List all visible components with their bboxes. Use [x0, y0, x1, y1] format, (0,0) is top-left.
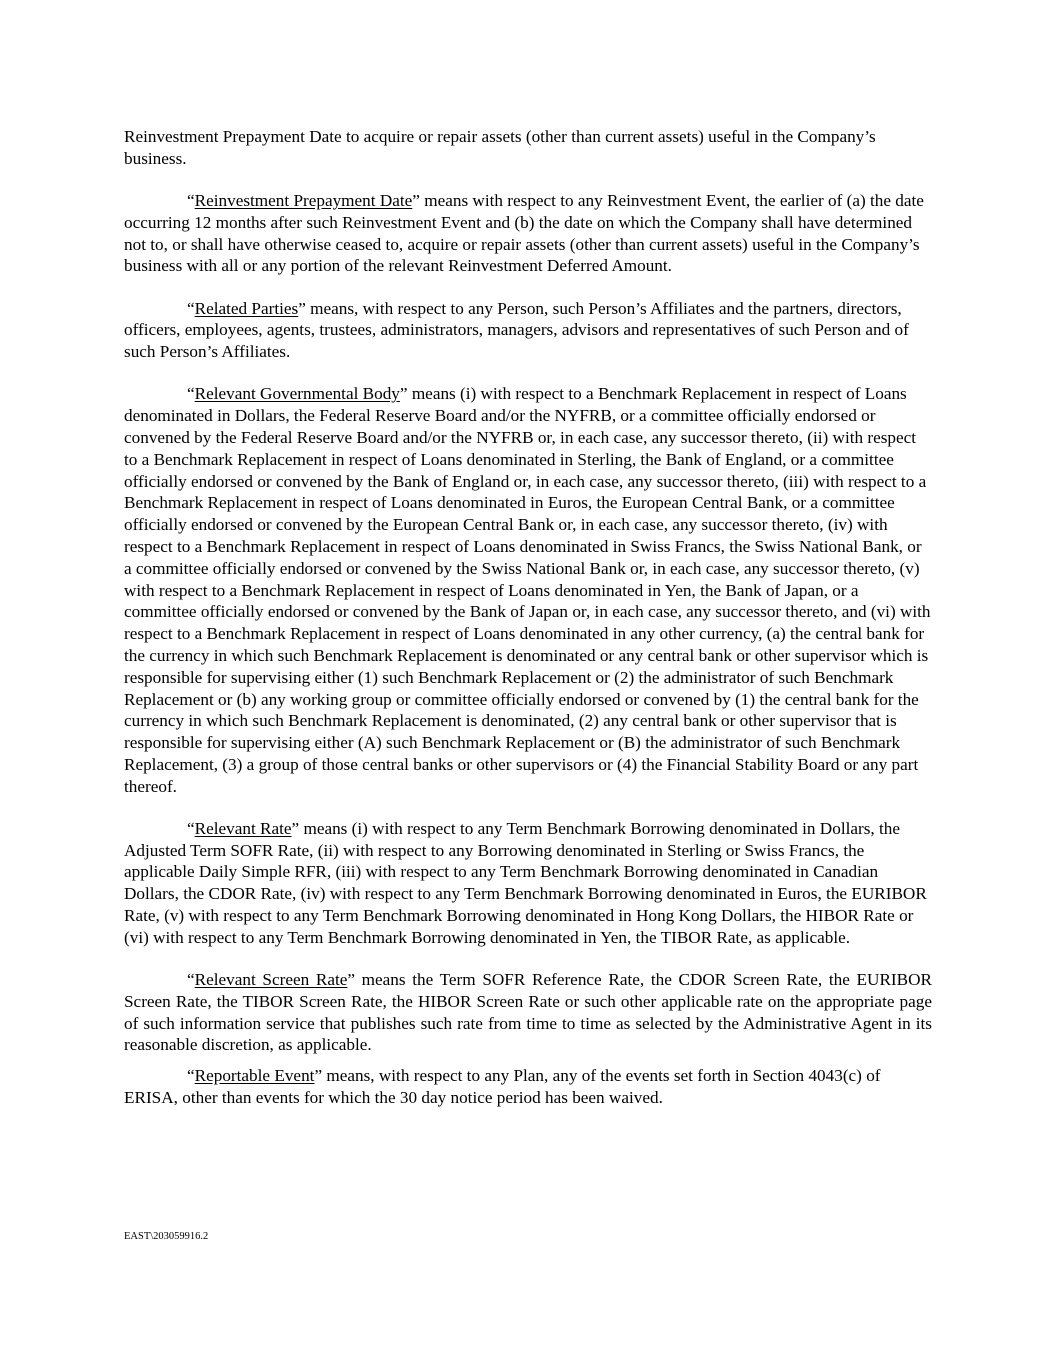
definition-text: ” means with respect to any Reinvestment Event, the earlier of (a) the date occurring 12 months after such Reinvestment Event and (b) the date on which the Company shall have determined not to, or shall have otherwise ceased to, acquire or repair assets (other than current assets) useful in the Company’s business with all or any portion of the relevant Reinvestment Deferred Amount.: [124, 190, 924, 276]
definition-relevant-screen-rate: [124, 969, 932, 1056]
continuation-paragraph: Reinvestment Prepayment Date to acquire or repair assets (other than current assets) useful in the Company’s business.: [124, 127, 876, 168]
definition-text: ” means (i) with respect to a Benchmark Replacement in respect of Loans denominated in Dollars, the Federal Reserve Board and/or the NYFRB, or a committee officially endorsed or convened by the Federal Reserve Board and/or the NYFRB or, in each case, any successor thereto, (ii) with respect to a Benchmark Replacement in respect of Loans denominated in Sterling, the Bank of England, or a committee officially endorsed or convened by the Bank of England or, in each case, any successor thereto, (iii) with respect to a Benchmark Replacement in respect of Loans denominated in Euros, the European Central Bank, or a committee officially endorsed or convened by the European Central Bank or, in each case, any successor thereto, (iv) with respect to a Benchmark Replacement in respect of Loans denominated in Swiss Francs, the Swiss National Bank, or a committee officially endorsed or convened by the Swiss National Bank or, in each case, any successor thereto, (v) with respect to a Benchmark Replacement in respect of Loans denominated in Yen, the Bank of Japan, or a committee officially endorsed or convened by the Bank of Japan or, in each case, any successor thereto, and (vi) with respect to a Benchmark Replacement in respect of Loans denominated in any other currency, (a) the central bank for the currency in which such Benchmark Replacement is denominated or any central bank or other supervisor which is responsible for supervising either (1) such Benchmark Replacement or (2) the administrator of such Benchmark Replacement or (b) any working group or committee officially endorsed or convened by (1) the central bank for the currency in which such Benchmark Replacement is denominated, (2) any central bank or other supervisor that is responsible for supervising either (A) such Benchmark Replacement or (B) the administrator of such Benchmark Replacement, (3) a group of those central banks or other supervisors or (4) the Financial Stability Board or any part thereof.: [124, 384, 931, 796]
document-footer-id: EAST\203059916.2: [124, 1231, 209, 1242]
definition-reinvestment-prepayment-date: [124, 190, 932, 277]
definition-text: ” means, with respect to any Person, such Person’s Affiliates and the partners, directors, officers, employees, agents, trustees, administrators, managers, advisors and representatives of such Person and of such Person’s Affiliates.: [124, 298, 909, 362]
open-quote: “: [187, 190, 195, 210]
defined-term: Reinvestment Prepayment Date: [194, 190, 413, 210]
defined-term: Relevant Screen Rate: [194, 970, 348, 990]
definition-reportable-event: [124, 1065, 932, 1109]
open-quote: “: [187, 298, 195, 318]
definition-relevant-rate: [124, 818, 932, 949]
defined-term: Relevant Governmental Body: [194, 384, 400, 404]
definition-relevant-governmental-body: [124, 383, 932, 797]
open-quote: “: [187, 1066, 195, 1086]
document-body: [124, 126, 932, 1129]
open-quote: “: [187, 384, 195, 404]
defined-term: Relevant Rate: [194, 818, 292, 838]
definition-text: ” means (i) with respect to any Term Benchmark Borrowing denominated in Dollars, the Adjusted Term SOFR Rate, (ii) with respect to any Borrowing denominated in Sterling or Swiss Francs, the applicable Daily Simple RFR, (iii) with respect to any Term Benchmark Borrowing denominated in Canadian Dollars, the CDOR Rate, (iv) with respect to any Term Benchmark Borrowing denominated in Euros, the EURIBOR Rate, (v) with respect to any Term Benchmark Borrowing denominated in Hong Kong Dollars, the HIBOR Rate or (vi) with respect to any Term Benchmark Borrowing denominated in Yen, the TIBOR Rate, as applicable.: [124, 818, 927, 947]
definition-related-parties: [124, 298, 932, 363]
defined-term: Reportable Event: [194, 1066, 315, 1086]
open-quote: “: [187, 818, 195, 838]
definition-text: ” means the Term SOFR Reference Rate, the CDOR Screen Rate, the EURIBOR Screen Rate, the TIBOR Screen Rate, the HIBOR Screen Rate or such other applicable rate on the appropriate page of such information service that publishes such rate from time to time as selected by the Administrative Agent in its reasonable discretion, as applicable.: [124, 970, 932, 1055]
defined-term: Related Parties: [194, 298, 299, 318]
open-quote: “: [187, 970, 195, 990]
definition-text: ” means, with respect to any Plan, any of the events set forth in Section 4043(c) of ERISA, other than events for which the 30 day notice period has been waived.: [124, 1066, 881, 1108]
